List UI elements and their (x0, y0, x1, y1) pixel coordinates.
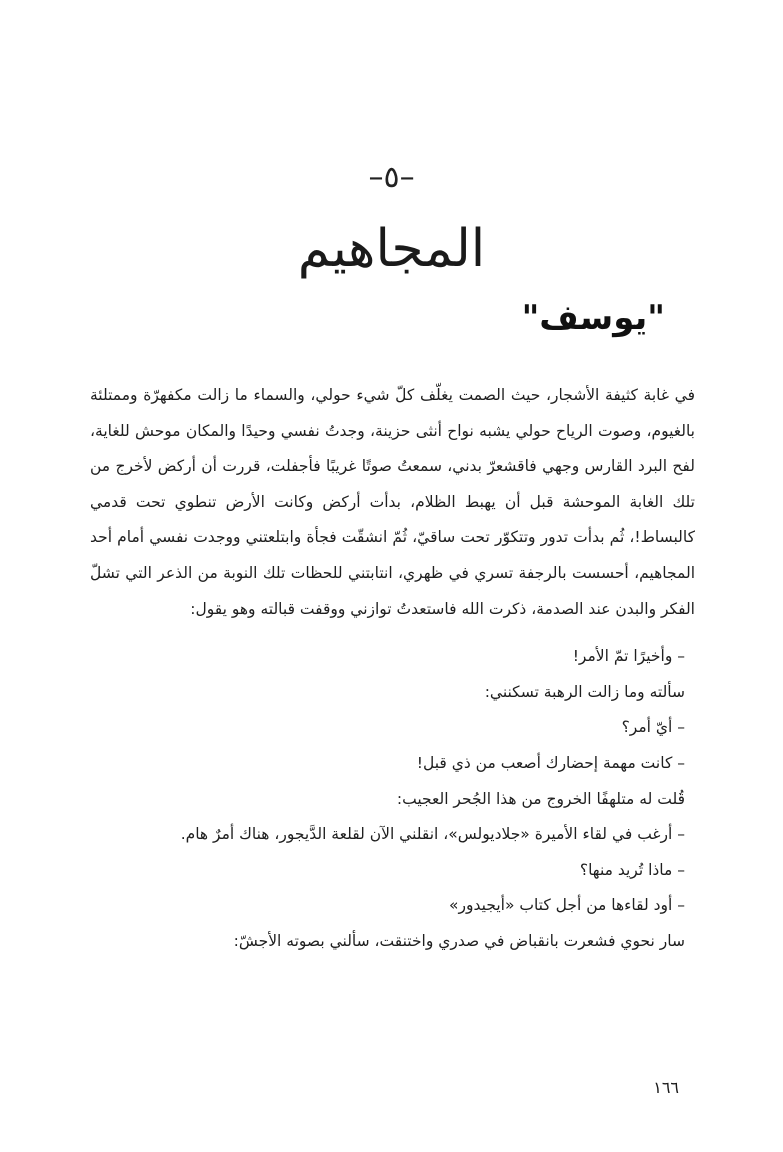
dialog-line: – أيّ أمر؟ (621, 718, 685, 737)
narration-line: سألته وما زالت الرهبة تسكنني: (484, 682, 685, 701)
body-text (90, 378, 695, 960)
dialog-line: – وأخيرًا تمّ الأمر! (572, 647, 685, 666)
narration-line: سار نحوي فشعرت بانقباض في صدري واختنقت، سألني بصوته الأجشّ: (233, 931, 685, 950)
chapter-title: المجاهيم (297, 219, 486, 279)
narration-line: قُلت له متلهفًا الخروج من هذا الجُحر العجيب: (396, 789, 685, 808)
chapter-number: –٥– (368, 160, 415, 195)
dialog-line: – كانت مهمة إحضارك أصعب من ذي قبل! (416, 753, 685, 772)
dialog-block (90, 639, 695, 959)
dialog-line: – أود لقاءها من أجل كتاب «أيجيدور» (449, 896, 685, 915)
dialog-line: – ماذا تُريد منها؟ (579, 860, 685, 879)
dialog-line: – أرغب في لقاء الأميرة «جلاديولس»، انقلني الآن لقلعة الدَّيجور، هناك أمرٌ هام. (180, 825, 685, 844)
page-number: ١٦٦ (653, 1078, 679, 1097)
section-title: "يوسف" (521, 298, 665, 338)
opening-paragraph: في غابة كثيفة الأشجار، حيث الصمت يغلّف كلّ شيء حولي، والسماء ما زالت مكفهرّة وممتلئة بالغيوم، وصوت الرياح حولي يشبه نواح أنثى حزينة، وجدتُ نفسي وحيدًا والمكان موحش للغاية، لفح البرد القارس وجهي فاقشعرّ بدني، سمعتُ صوتًا غريبًا فأجفلت، قررت أن أركض لأخرج من تلك الغابة الموحشة قبل أن يهبط الظلام، بدأت أركض وكانت الأرض تنطوي تحت قدمي كالبساط!، ثُم بدأت تدور وتتكوّر تحت ساقيّ، ثُمّ انشقّت فجأة وابتلعتني ووجدت نفسي أمام أحد المجاهيم، أحسست بالرجفة تسري في ظهري، انتابتني للحظات تلك النوبة من الذعر التي تشلّ الفكر والبدن عند الصدمة، ذكرت الله فاستعدتُ توازني ووقفت قبالته وهو يقول: (90, 386, 695, 618)
